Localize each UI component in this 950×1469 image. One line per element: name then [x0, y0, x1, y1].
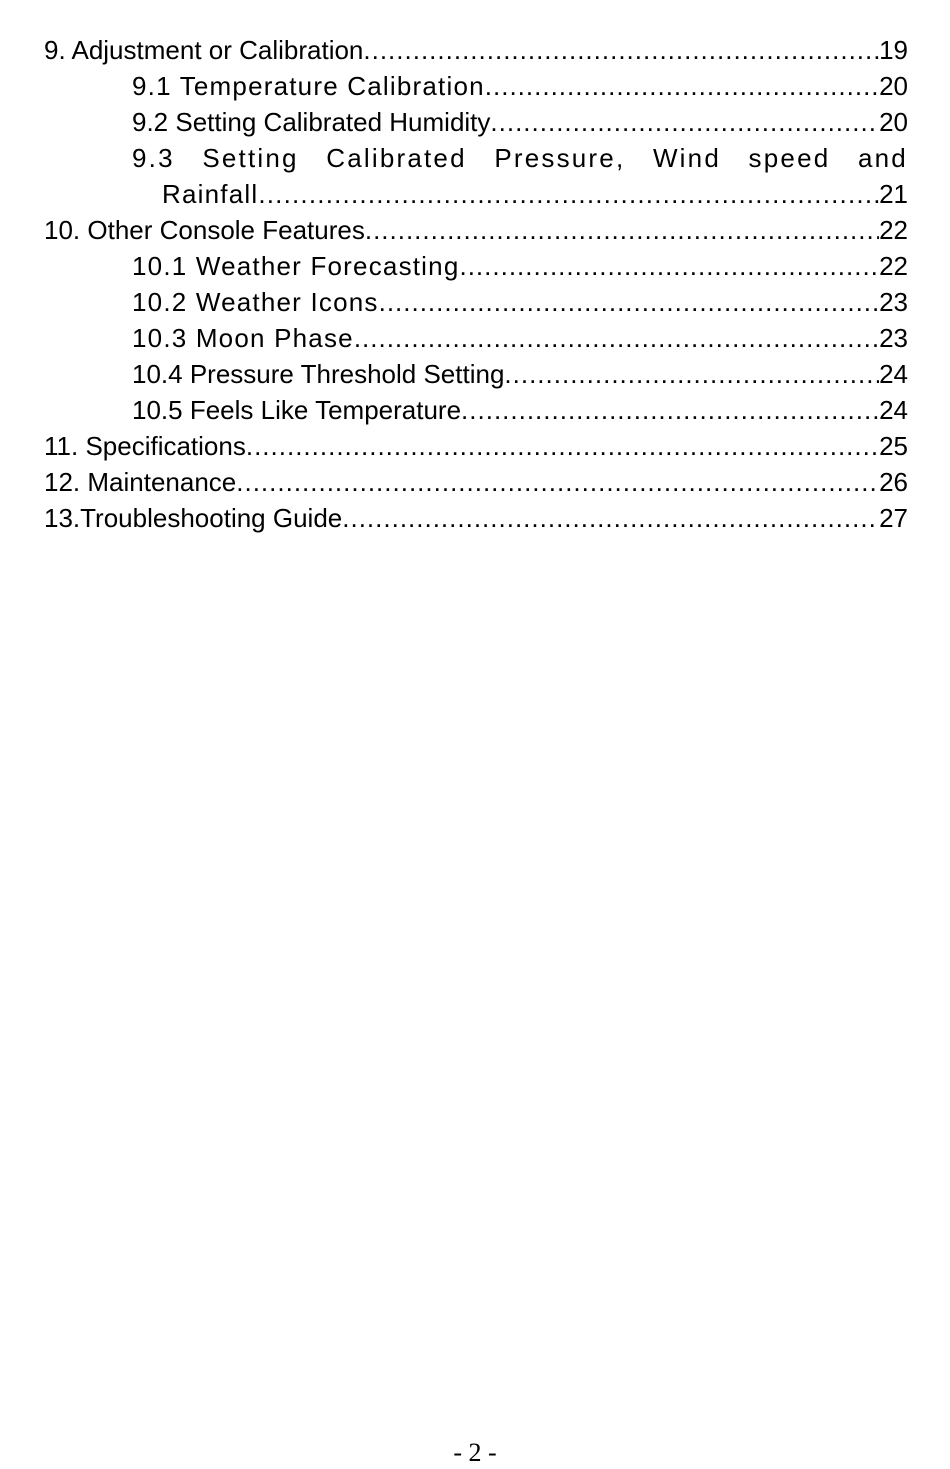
toc-entry-9-1[interactable]	[44, 68, 908, 104]
toc-entry-page: 23	[879, 323, 908, 353]
toc-entry-page: 22	[879, 215, 908, 245]
toc-word: Setting	[202, 143, 299, 173]
toc-entry-11[interactable]	[44, 428, 908, 464]
toc-entry-13[interactable]	[44, 500, 908, 536]
toc-entry-title: 13.Troubleshooting Guide	[44, 503, 343, 533]
toc-entry-10[interactable]	[44, 212, 908, 248]
toc-leader-dots	[354, 320, 879, 356]
toc-entry-title: 9.1 Temperature Calibration	[132, 71, 485, 101]
toc-leader-dots	[246, 428, 879, 464]
toc-entry-page: 20	[879, 107, 908, 137]
toc-entry-page: 24	[879, 359, 908, 389]
toc-entry-page: 23	[879, 287, 908, 317]
table-of-contents	[44, 32, 908, 536]
toc-leader-dots	[504, 356, 879, 392]
toc-leader-dots	[461, 392, 879, 428]
toc-entry-title-line1	[132, 140, 908, 176]
toc-leader-dots	[258, 176, 879, 212]
toc-entry-page: 21	[879, 179, 908, 209]
toc-entry-10-3[interactable]	[44, 320, 908, 356]
toc-entry-10-4[interactable]	[44, 356, 908, 392]
toc-entry-title-line2	[132, 176, 908, 212]
toc-word: and	[857, 143, 908, 173]
toc-entry-title: 10.3 Moon Phase	[132, 323, 354, 353]
toc-word: speed	[748, 143, 831, 173]
toc-entry-title: 9.2 Setting Calibrated Humidity	[132, 107, 491, 137]
toc-entry-9[interactable]	[44, 32, 908, 68]
toc-leader-dots	[363, 32, 879, 68]
toc-entry-page: 19	[879, 35, 908, 65]
toc-entry-title: 9. Adjustment or Calibration	[44, 35, 364, 65]
toc-entry-10-2[interactable]	[44, 284, 908, 320]
toc-word: Calibrated	[326, 143, 467, 173]
toc-leader-dots	[485, 68, 879, 104]
toc-entry-10-1[interactable]	[44, 248, 908, 284]
toc-leader-dots	[365, 212, 879, 248]
toc-entry-9-3[interactable]	[44, 140, 908, 212]
toc-entry-title: 10.2 Weather Icons	[132, 287, 379, 317]
toc-entry-page: 26	[879, 467, 908, 497]
toc-leader-dots	[379, 284, 879, 320]
toc-word: Wind	[652, 143, 721, 173]
toc-entry-title: 10.4 Pressure Threshold Setting	[132, 359, 505, 389]
toc-entry-title: 11. Specifications	[44, 431, 246, 461]
toc-entry-12[interactable]	[44, 464, 908, 500]
toc-word: 9.3	[132, 143, 175, 173]
toc-entry-9-2[interactable]	[44, 104, 908, 140]
page-number: - 2 -	[453, 1438, 497, 1467]
toc-leader-dots	[490, 104, 879, 140]
toc-entry-10-5[interactable]	[44, 392, 908, 428]
toc-word: Pressure,	[494, 143, 626, 173]
toc-entry-title: 10.5 Feels Like Temperature	[132, 395, 462, 425]
toc-entry-page: 22	[879, 251, 908, 281]
toc-entry-page: 27	[879, 503, 908, 533]
toc-entry-title: 10.1 Weather Forecasting	[132, 251, 460, 281]
toc-entry-title: 10. Other Console Features	[44, 215, 365, 245]
toc-leader-dots	[342, 500, 879, 536]
toc-entry-title: Rainfall	[162, 179, 259, 209]
toc-entry-page: 24	[879, 395, 908, 425]
toc-entry-title: 12. Maintenance	[44, 467, 237, 497]
toc-entry-page: 25	[879, 431, 908, 461]
toc-entry-page: 20	[879, 71, 908, 101]
toc-leader-dots	[459, 248, 879, 284]
toc-leader-dots	[236, 464, 879, 500]
